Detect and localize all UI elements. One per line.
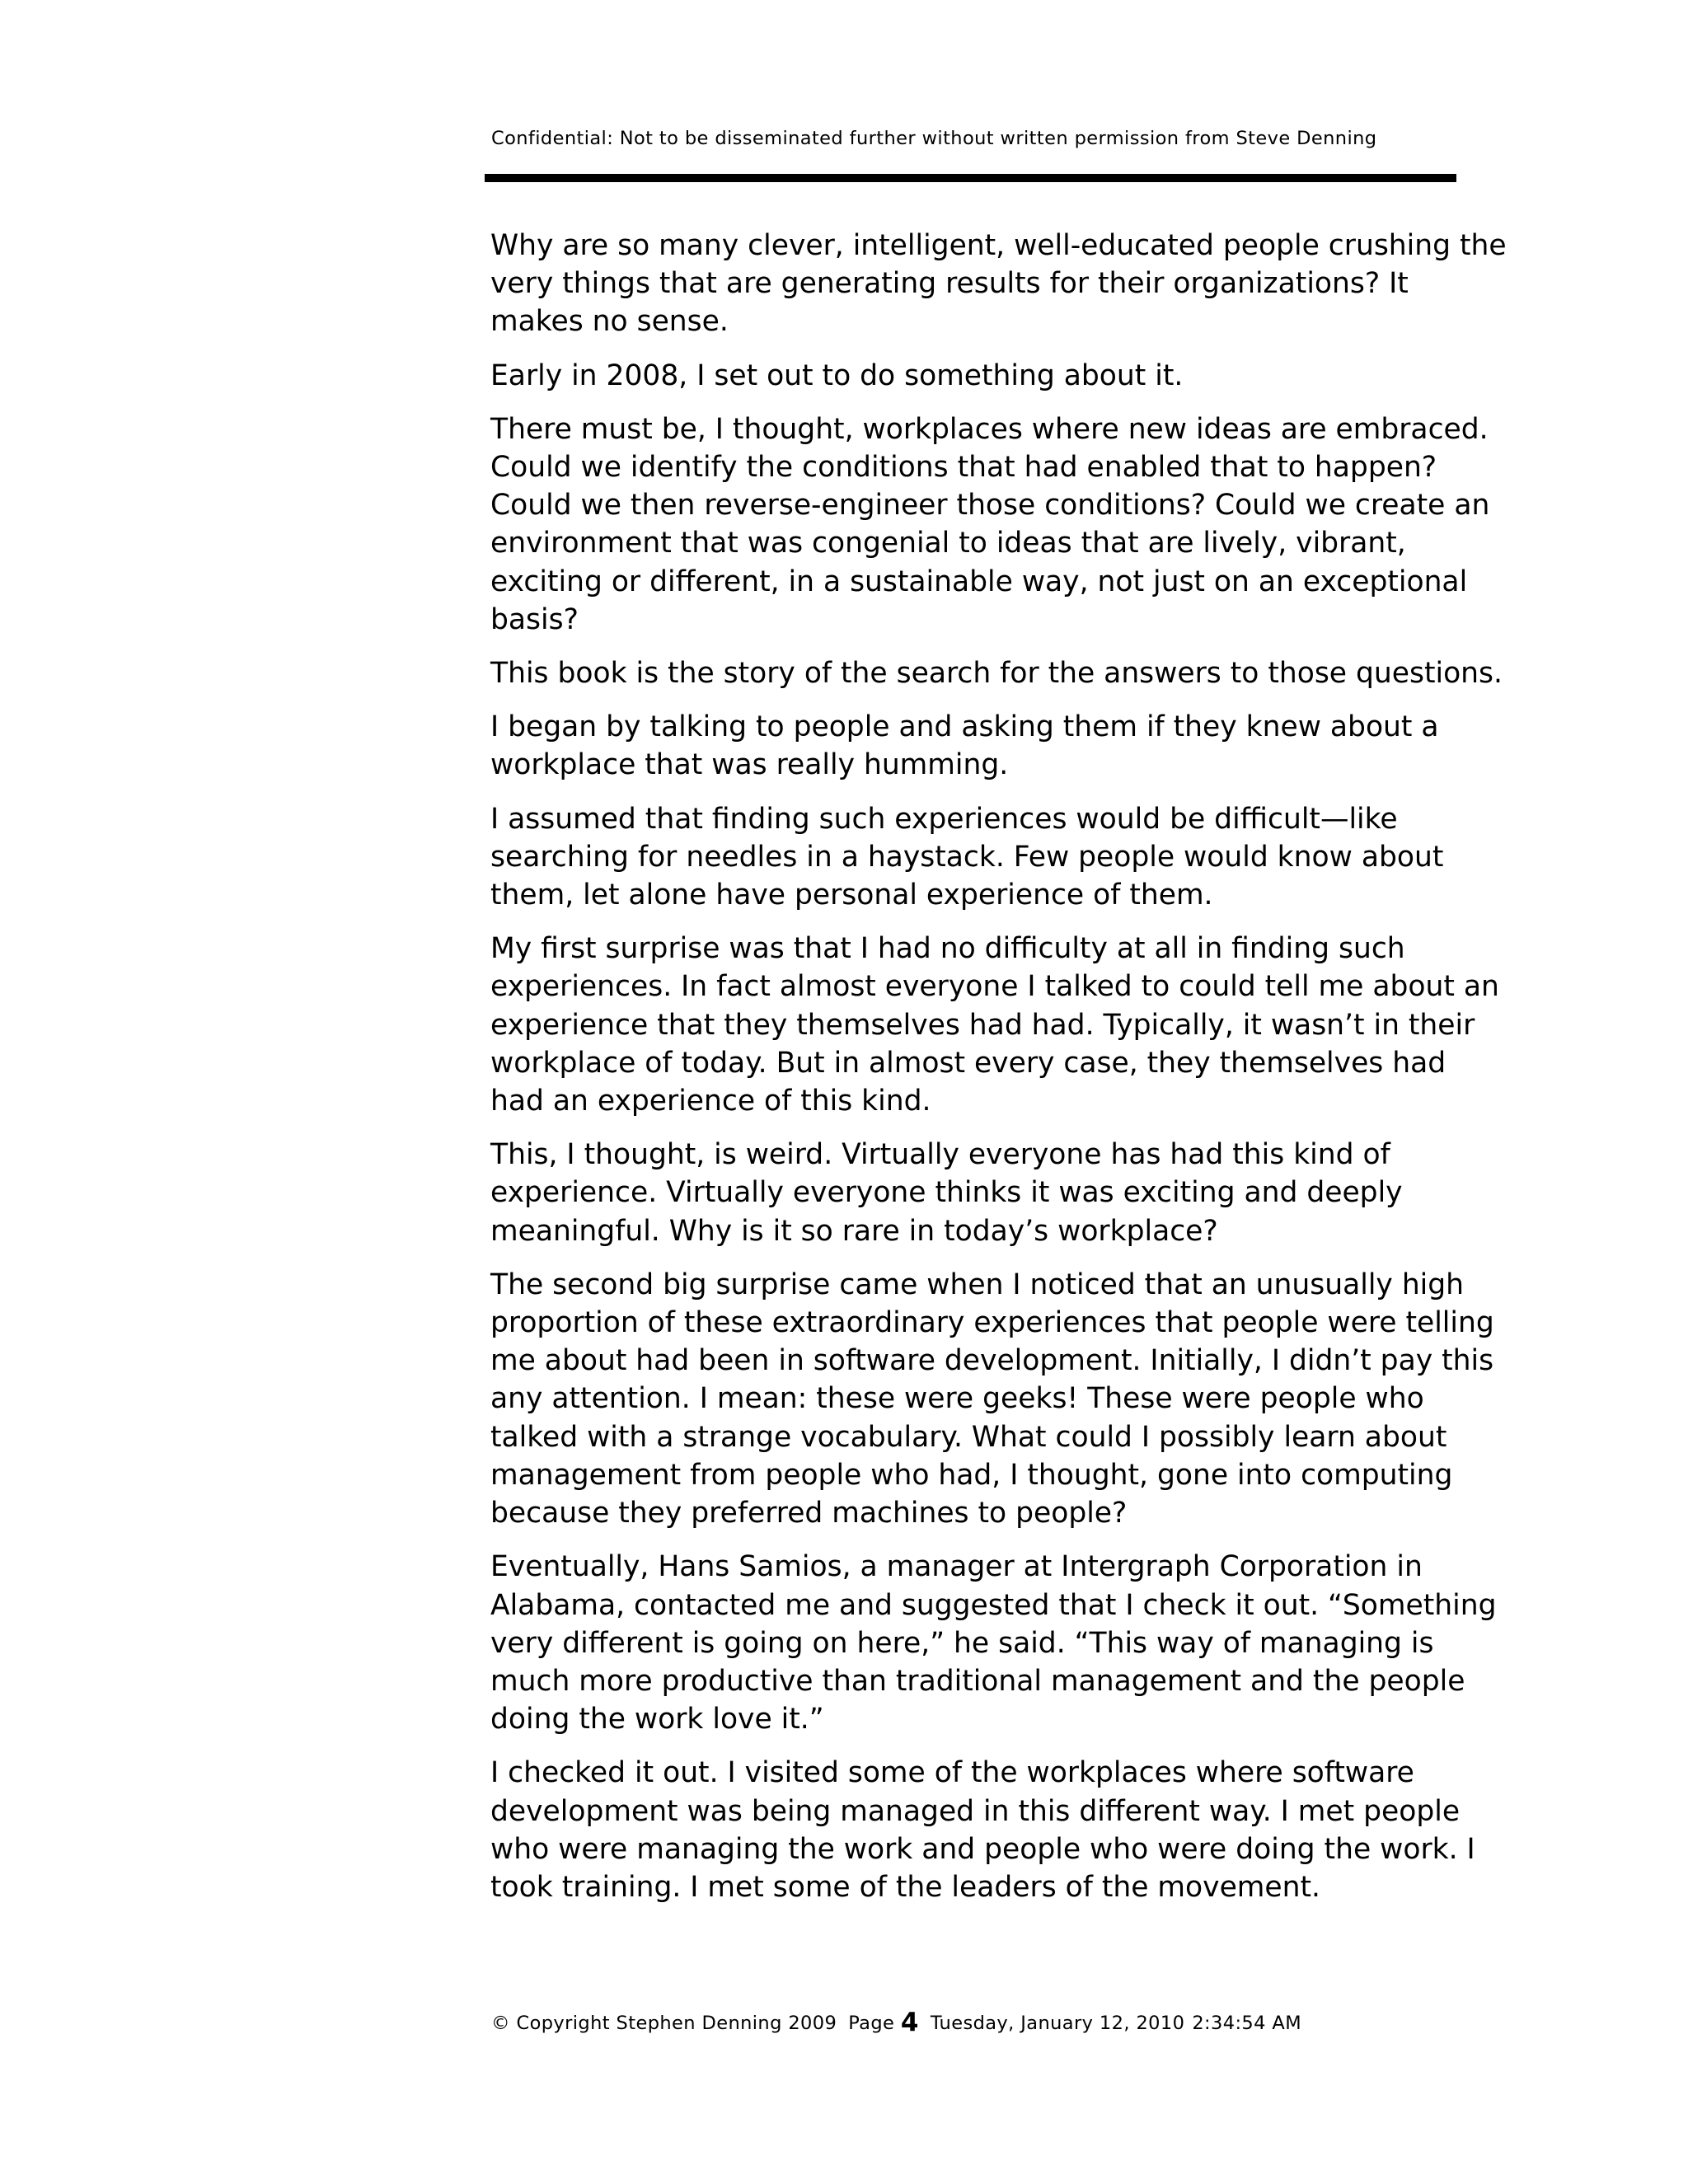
paragraph-line: had an experience of this kind. bbox=[490, 1085, 931, 1118]
body-paragraph bbox=[490, 1136, 1471, 1250]
paragraph-line: workplace of today. But in almost every case, they themselves had bbox=[490, 1046, 1447, 1080]
paragraph-line: This book is the story of the search for the answers to those questions. bbox=[490, 657, 1503, 691]
paragraph-line: I began by talking to people and asking them if they knew about a bbox=[490, 710, 1439, 744]
paragraph-line: I assumed that finding such experiences would be difficult—like bbox=[490, 802, 1398, 836]
paragraph-line: proportion of these extraordinary experiences that people were telling bbox=[490, 1306, 1494, 1340]
paragraph-line: My first surprise was that I had no difficulty at all in finding such bbox=[490, 932, 1405, 966]
paragraph-line: them, let alone have personal experience of them. bbox=[490, 879, 1213, 912]
footer-time: 2:34:54 AM bbox=[1192, 2013, 1302, 2034]
paragraph-line: Early in 2008, I set out to do something about it. bbox=[490, 359, 1184, 392]
paragraph-line: me about had been in software development. Initially, I didn’t pay this bbox=[490, 1344, 1494, 1378]
body-paragraph bbox=[490, 227, 1507, 341]
paragraph-line: searching for needles in a haystack. Few people would know about bbox=[490, 840, 1444, 874]
header-rule bbox=[485, 174, 1456, 182]
document-body bbox=[490, 227, 1507, 1922]
paragraph-line: There must be, I thought, workplaces where new ideas are embraced. bbox=[490, 412, 1489, 446]
body-paragraph bbox=[490, 708, 1471, 784]
paragraph-line: Could we identify the conditions that had enabled that to happen? bbox=[490, 451, 1437, 485]
paragraph-line: This, I thought, is weird. Virtually everyone has had this kind of bbox=[490, 1138, 1390, 1172]
paragraph-line: Why are so many clever, intelligent, well-educated people crushing the bbox=[490, 229, 1507, 262]
body-paragraph bbox=[490, 1548, 1497, 1738]
paragraph-line: exciting or different, in a sustainable way, not just on an exceptional bbox=[490, 565, 1468, 598]
paragraph-line: environment that was congenial to ideas that are lively, vibrant, bbox=[490, 527, 1406, 560]
paragraph-line: makes no sense. bbox=[490, 305, 729, 339]
paragraph-line: who were managing the work and people who were doing the work. I bbox=[490, 1832, 1475, 1866]
body-paragraph bbox=[490, 654, 1503, 692]
paragraph-line: The second big surprise came when I noticed that an unusually high bbox=[490, 1268, 1465, 1301]
paragraph-line: experience. Virtually everyone thinks it was exciting and deeply bbox=[490, 1176, 1403, 1210]
paragraph-line: I checked it out. I visited some of the workplaces where software bbox=[490, 1756, 1414, 1790]
paragraph-line: very different is going on here,” he said. “This way of managing is bbox=[490, 1626, 1434, 1660]
footer-copyright: © Copyright Stephen Denning 2009 bbox=[491, 2013, 837, 2034]
paragraph-line: workplace that was really humming. bbox=[490, 748, 1009, 782]
paragraph-line: much more productive than traditional management and the people bbox=[490, 1664, 1465, 1698]
body-paragraph bbox=[490, 930, 1499, 1120]
paragraph-line: experience that they themselves had had. Typically, it wasn’t in their bbox=[490, 1008, 1475, 1042]
paragraph-line: any attention. I mean: these were geeks! These were people who bbox=[490, 1382, 1424, 1416]
paragraph-line: Could we then reverse-engineer those conditions? Could we create an bbox=[490, 489, 1490, 523]
footer bbox=[491, 2008, 1301, 2037]
footer-page-label: Page bbox=[848, 2013, 895, 2034]
paragraph-line: very things that are generating results for their organizations? It bbox=[490, 267, 1409, 301]
paragraph-line: meaningful. Why is it so rare in today’s workplace? bbox=[490, 1214, 1218, 1248]
paragraph-line: Eventually, Hans Samios, a manager at Intergraph Corporation in bbox=[490, 1550, 1423, 1584]
paragraph-line: basis? bbox=[490, 602, 579, 636]
footer-page-number: 4 bbox=[900, 2008, 919, 2037]
paragraph-line: because they preferred machines to people? bbox=[490, 1497, 1128, 1530]
paragraph-line: management from people who had, I thought, gone into computing bbox=[490, 1458, 1453, 1492]
paragraph-line: development was being managed in this different way. I met people bbox=[490, 1794, 1461, 1828]
header-confidential-notice: Confidential: Not to be disseminated further without written permission from Steve Denning bbox=[491, 128, 1377, 149]
paragraph-line: took training. I met some of the leaders of the movement. bbox=[490, 1870, 1320, 1904]
paragraph-line: doing the work love it.” bbox=[490, 1703, 824, 1736]
body-paragraph bbox=[490, 1266, 1494, 1532]
paragraph-line: Alabama, contacted me and suggested that I check it out. “Something bbox=[490, 1588, 1497, 1622]
body-paragraph bbox=[490, 1754, 1475, 1906]
paragraph-line: talked with a strange vocabulary. What could I possibly learn about bbox=[490, 1420, 1447, 1454]
body-paragraph bbox=[490, 357, 1471, 395]
paragraph-line: experiences. In fact almost everyone I talked to could tell me about an bbox=[490, 970, 1499, 1004]
footer-date: Tuesday, January 12, 2010 bbox=[930, 2013, 1185, 2034]
body-paragraph bbox=[490, 410, 1490, 639]
body-paragraph bbox=[490, 800, 1471, 915]
